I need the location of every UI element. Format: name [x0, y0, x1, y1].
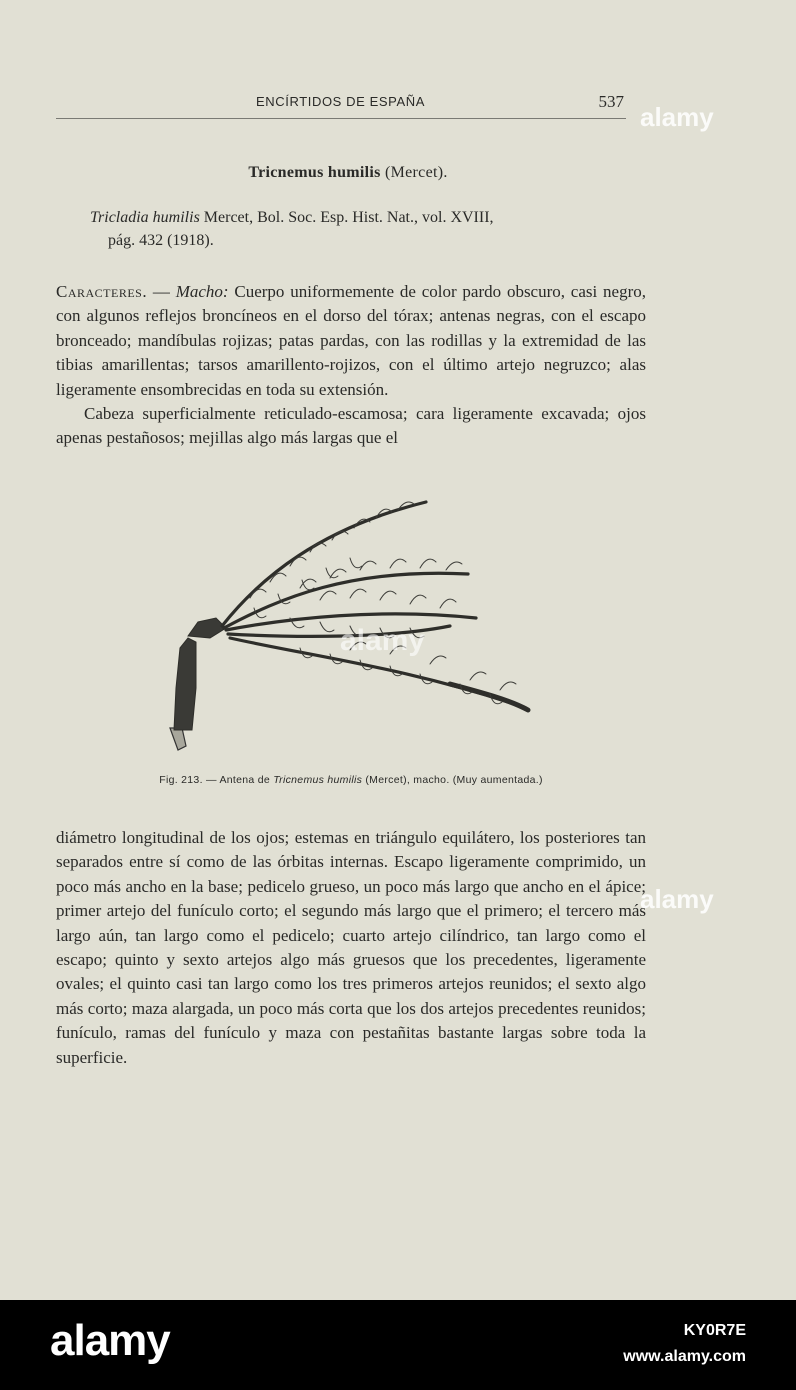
footer-logo: alamy	[50, 1316, 170, 1365]
description-paragraph-3: diámetro longitudinal de los ojos; estemas en triángulo equilátero, los posteriores tan separados entre sí como de las órbitas internas. Escapo ligeramente comprimido, un poco más ancho en la base; pedicelo grueso, un poco más largo que ancho en el ápice; primer artejo del funículo corto; el segundo más largo que el primero; el tercero más largo aún, tan largo como el pedicelo; cuarto artejo cilíndrico, tan largo como el escapo; quinto y sexto artejos algo más gruesos que los precedentes, ligeramente ovales; el quinto casi tan largo como los tres primeros artejos reunidos; el sexto algo más corto; maza alargada, un poco más corta que los dos artejos precedentes reunidos; funículo, ramas del funículo y maza con pestañitas bastante largas sobre toda la superficie.	[56, 828, 646, 1067]
header-rule	[56, 118, 626, 119]
species-name: Tricnemus humilis	[248, 164, 381, 181]
running-title: ENCÍRTIDOS DE ESPAÑA	[256, 94, 425, 109]
synonym-reference: Mercet, Bol. Soc. Esp. Hist. Nat., vol. XVIII,	[199, 209, 494, 226]
paragraph-1-text: Cuerpo uniformemente de color pardo obscuro, casi negro, con algunos reflejos broncíneos en el dorso del tórax; antenas negras, con el escapo bronceado; mandíbulas rojizas; patas pardas, con las rodillas y la extremidad de las tibias amarillentas; tarsos amarillento-rojizos, con el último artejo negruzco; alas ligeramente ensombrecidas en toda su extensión.	[56, 282, 646, 399]
watermark-footer	[0, 1300, 796, 1390]
footer-image-id: KY0R7E	[683, 1322, 746, 1339]
page-header	[56, 92, 624, 114]
section-label: Caracteres.	[56, 282, 148, 301]
description-block-continued	[56, 826, 646, 1070]
caption-suffix: (Mercet), macho. (Muy aumentada.)	[362, 774, 543, 786]
caption-species: Tricnemus humilis	[273, 774, 363, 786]
description-paragraph-2: Cabeza superficialmente reticulado-escamosa; cara ligeramente excavada; ojos apenas pestañosos; mejillas algo más largas que el	[56, 404, 646, 448]
watermark-center: alamy	[340, 624, 426, 657]
synonym-reference-cont: pág. 432 (1918).	[108, 232, 214, 249]
page-number: 537	[598, 92, 624, 111]
synonymy	[90, 206, 620, 252]
synonym-name: Tricladia humilis	[90, 209, 200, 226]
description-paragraph-1	[56, 280, 646, 402]
caption-prefix: Fig. 213. — Antena de	[159, 774, 274, 786]
description-block	[56, 280, 646, 451]
sex-label: Macho:	[175, 282, 229, 301]
species-title	[0, 164, 696, 182]
watermark-middle: alamy	[640, 884, 714, 914]
watermark-top: alamy	[640, 102, 714, 132]
label-dash: —	[147, 282, 176, 301]
footer-url: www.alamy.com	[623, 1348, 746, 1365]
species-author: (Mercet).	[385, 164, 448, 181]
figure-caption	[56, 774, 646, 786]
